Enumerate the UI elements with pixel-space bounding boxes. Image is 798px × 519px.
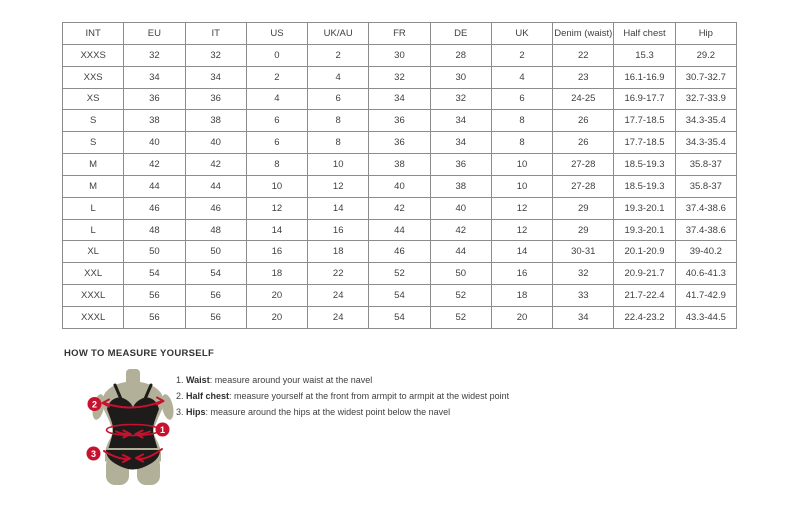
- table-cell: 33: [553, 285, 614, 307]
- table-cell: 24: [308, 285, 369, 307]
- table-cell: 18: [246, 263, 307, 285]
- table-cell: XXL: [63, 263, 124, 285]
- table-cell: 32: [369, 66, 430, 88]
- table-cell: 4: [246, 88, 307, 110]
- instruction-number: 3.: [176, 407, 187, 417]
- table-cell: 34.3-35.4: [675, 110, 736, 132]
- table-cell: 37.4-38.6: [675, 219, 736, 241]
- badge-waist: [156, 423, 170, 437]
- table-cell: 19.3-20.1: [614, 197, 675, 219]
- instruction-number: 2.: [176, 391, 187, 401]
- table-cell: 10: [491, 175, 552, 197]
- table-cell: 29: [553, 219, 614, 241]
- table-cell: 2: [246, 66, 307, 88]
- column-header: IT: [185, 23, 246, 45]
- measure-instruction: [176, 404, 509, 420]
- table-cell: 20.1-20.9: [614, 241, 675, 263]
- table-cell: S: [63, 110, 124, 132]
- measure-section-heading: HOW TO MEASURE YOURSELF: [64, 348, 215, 359]
- table-row: [63, 44, 737, 66]
- table-cell: 50: [124, 241, 185, 263]
- badge-hips: [87, 447, 101, 461]
- size-chart-header: [63, 23, 737, 45]
- table-cell: 44: [430, 241, 491, 263]
- table-cell: 18: [491, 285, 552, 307]
- instruction-text: : measure around the hips at the widest point below the navel: [205, 407, 451, 417]
- table-row: [63, 219, 737, 241]
- table-row: [63, 110, 737, 132]
- table-cell: 40: [185, 132, 246, 154]
- table-cell: 20: [491, 306, 552, 328]
- table-cell: 14: [308, 197, 369, 219]
- table-cell: 50: [430, 263, 491, 285]
- table-cell: 26: [553, 132, 614, 154]
- instruction-label: Waist: [186, 375, 210, 385]
- table-cell: M: [63, 175, 124, 197]
- table-cell: 16.1-16.9: [614, 66, 675, 88]
- instruction-text: : measure around your waist at the navel: [209, 375, 373, 385]
- table-cell: 35.8-37: [675, 154, 736, 176]
- table-cell: 32: [553, 263, 614, 285]
- table-cell: 32: [185, 44, 246, 66]
- table-cell: XXXL: [63, 285, 124, 307]
- table-cell: 46: [124, 197, 185, 219]
- table-cell: 23: [553, 66, 614, 88]
- table-cell: 54: [185, 263, 246, 285]
- table-cell: 36: [185, 88, 246, 110]
- column-header: Half chest: [614, 23, 675, 45]
- column-header: EU: [124, 23, 185, 45]
- table-row: [63, 263, 737, 285]
- table-cell: 18.5-19.3: [614, 154, 675, 176]
- table-cell: 8: [491, 132, 552, 154]
- table-cell: 6: [246, 132, 307, 154]
- table-row: [63, 132, 737, 154]
- table-cell: 27-28: [553, 154, 614, 176]
- table-cell: 20.9-21.7: [614, 263, 675, 285]
- table-cell: 6: [246, 110, 307, 132]
- table-cell: 56: [185, 306, 246, 328]
- table-cell: 8: [491, 110, 552, 132]
- table-cell: 22: [308, 263, 369, 285]
- table-cell: 32.7-33.9: [675, 88, 736, 110]
- table-cell: 36: [430, 154, 491, 176]
- table-cell: 52: [369, 263, 430, 285]
- table-cell: 19.3-20.1: [614, 219, 675, 241]
- table-row: [63, 285, 737, 307]
- table-cell: 8: [308, 110, 369, 132]
- table-cell: 22.4-23.2: [614, 306, 675, 328]
- table-cell: 12: [246, 197, 307, 219]
- table-cell: 4: [491, 66, 552, 88]
- table-cell: 10: [246, 175, 307, 197]
- table-cell: 44: [124, 175, 185, 197]
- table-cell: 43.3-44.5: [675, 306, 736, 328]
- table-cell: 38: [369, 154, 430, 176]
- table-cell: 42: [369, 197, 430, 219]
- table-cell: 26: [553, 110, 614, 132]
- table-cell: 8: [308, 132, 369, 154]
- instruction-text: : measure yourself at the front from armpit to armpit at the widest point: [229, 391, 510, 401]
- table-cell: 16.9-17.7: [614, 88, 675, 110]
- table-cell: 16: [246, 241, 307, 263]
- table-cell: 18: [308, 241, 369, 263]
- table-cell: L: [63, 219, 124, 241]
- table-cell: 38: [430, 175, 491, 197]
- table-cell: 27-28: [553, 175, 614, 197]
- table-cell: 14: [246, 219, 307, 241]
- table-cell: 24: [308, 306, 369, 328]
- column-header: FR: [369, 23, 430, 45]
- table-cell: 14: [491, 241, 552, 263]
- table-cell: 12: [491, 219, 552, 241]
- table-cell: 32: [124, 44, 185, 66]
- table-cell: 29: [553, 197, 614, 219]
- table-cell: 6: [308, 88, 369, 110]
- table-cell: 34: [553, 306, 614, 328]
- table-cell: 42: [185, 154, 246, 176]
- table-cell: 2: [491, 44, 552, 66]
- table-cell: XXXL: [63, 306, 124, 328]
- column-header: US: [246, 23, 307, 45]
- table-cell: 40: [430, 197, 491, 219]
- table-row: [63, 306, 737, 328]
- table-cell: 8: [246, 154, 307, 176]
- table-cell: 34.3-35.4: [675, 132, 736, 154]
- table-cell: 56: [124, 306, 185, 328]
- table-cell: 10: [491, 154, 552, 176]
- table-cell: 46: [185, 197, 246, 219]
- table-cell: 52: [430, 306, 491, 328]
- size-chart-body: [63, 44, 737, 328]
- table-cell: S: [63, 132, 124, 154]
- table-cell: L: [63, 197, 124, 219]
- table-cell: 18.5-19.3: [614, 175, 675, 197]
- table-cell: 36: [124, 88, 185, 110]
- table-row: [63, 175, 737, 197]
- table-cell: 39-40.2: [675, 241, 736, 263]
- table-cell: 34: [430, 110, 491, 132]
- badge-half-chest: [88, 397, 102, 411]
- table-cell: 16: [308, 219, 369, 241]
- column-header: INT: [63, 23, 124, 45]
- table-cell: 36: [369, 132, 430, 154]
- size-chart-table: [62, 22, 737, 329]
- table-cell: 24-25: [553, 88, 614, 110]
- table-cell: 30: [369, 44, 430, 66]
- instruction-number: 1.: [176, 375, 187, 385]
- badge-half-chest-number: 2: [91, 399, 98, 410]
- table-cell: 28: [430, 44, 491, 66]
- table-cell: 41.7-42.9: [675, 285, 736, 307]
- table-row: [63, 154, 737, 176]
- badge-waist-number: 1: [159, 424, 166, 435]
- column-header: Hip: [675, 23, 736, 45]
- table-cell: 30: [430, 66, 491, 88]
- table-cell: 40: [124, 132, 185, 154]
- table-cell: 44: [185, 175, 246, 197]
- measure-instruction: [176, 372, 509, 388]
- column-header: DE: [430, 23, 491, 45]
- table-cell: 15.3: [614, 44, 675, 66]
- table-row: [63, 66, 737, 88]
- table-cell: XXS: [63, 66, 124, 88]
- table-cell: 54: [369, 306, 430, 328]
- table-cell: 17.7-18.5: [614, 132, 675, 154]
- table-cell: 30-31: [553, 241, 614, 263]
- table-cell: 34: [369, 88, 430, 110]
- table-cell: 20: [246, 285, 307, 307]
- table-cell: 21.7-22.4: [614, 285, 675, 307]
- table-cell: 40: [369, 175, 430, 197]
- table-cell: 54: [124, 263, 185, 285]
- table-row: [63, 197, 737, 219]
- table-cell: 16: [491, 263, 552, 285]
- measure-instructions-list: [176, 372, 509, 420]
- table-cell: 40.6-41.3: [675, 263, 736, 285]
- table-row: [63, 241, 737, 263]
- column-header: Denim (waist): [553, 23, 614, 45]
- table-cell: 12: [308, 175, 369, 197]
- table-row: [63, 88, 737, 110]
- instruction-label: Half chest: [186, 391, 230, 401]
- table-cell: 0: [246, 44, 307, 66]
- table-cell: 56: [185, 285, 246, 307]
- table-cell: 6: [491, 88, 552, 110]
- table-cell: 30.7-32.7: [675, 66, 736, 88]
- table-cell: 46: [369, 241, 430, 263]
- table-cell: 29.2: [675, 44, 736, 66]
- table-cell: 34: [185, 66, 246, 88]
- measurement-mannequin-illustration: [78, 368, 188, 503]
- column-header: UK: [491, 23, 552, 45]
- table-cell: 10: [308, 154, 369, 176]
- table-cell: 37.4-38.6: [675, 197, 736, 219]
- table-cell: 42: [124, 154, 185, 176]
- header-row: [63, 23, 737, 45]
- badge-hips-number: 3: [90, 448, 97, 459]
- table-cell: XL: [63, 241, 124, 263]
- table-cell: 2: [308, 44, 369, 66]
- table-cell: 48: [185, 219, 246, 241]
- table-cell: 52: [430, 285, 491, 307]
- table-cell: 12: [491, 197, 552, 219]
- table-cell: 56: [124, 285, 185, 307]
- table-cell: XXXS: [63, 44, 124, 66]
- measure-instruction: [176, 388, 509, 404]
- table-cell: 42: [430, 219, 491, 241]
- table-cell: 34: [430, 132, 491, 154]
- column-header: UK/AU: [308, 23, 369, 45]
- table-cell: 22: [553, 44, 614, 66]
- table-cell: 4: [308, 66, 369, 88]
- table-cell: XS: [63, 88, 124, 110]
- instruction-label: Hips: [186, 407, 206, 417]
- table-cell: 32: [430, 88, 491, 110]
- table-cell: 34: [124, 66, 185, 88]
- table-cell: 36: [369, 110, 430, 132]
- table-cell: 50: [185, 241, 246, 263]
- table-cell: 20: [246, 306, 307, 328]
- table-cell: 38: [185, 110, 246, 132]
- table-cell: M: [63, 154, 124, 176]
- table-cell: 38: [124, 110, 185, 132]
- table-cell: 35.8-37: [675, 175, 736, 197]
- table-cell: 48: [124, 219, 185, 241]
- table-cell: 17.7-18.5: [614, 110, 675, 132]
- table-cell: 54: [369, 285, 430, 307]
- table-cell: 44: [369, 219, 430, 241]
